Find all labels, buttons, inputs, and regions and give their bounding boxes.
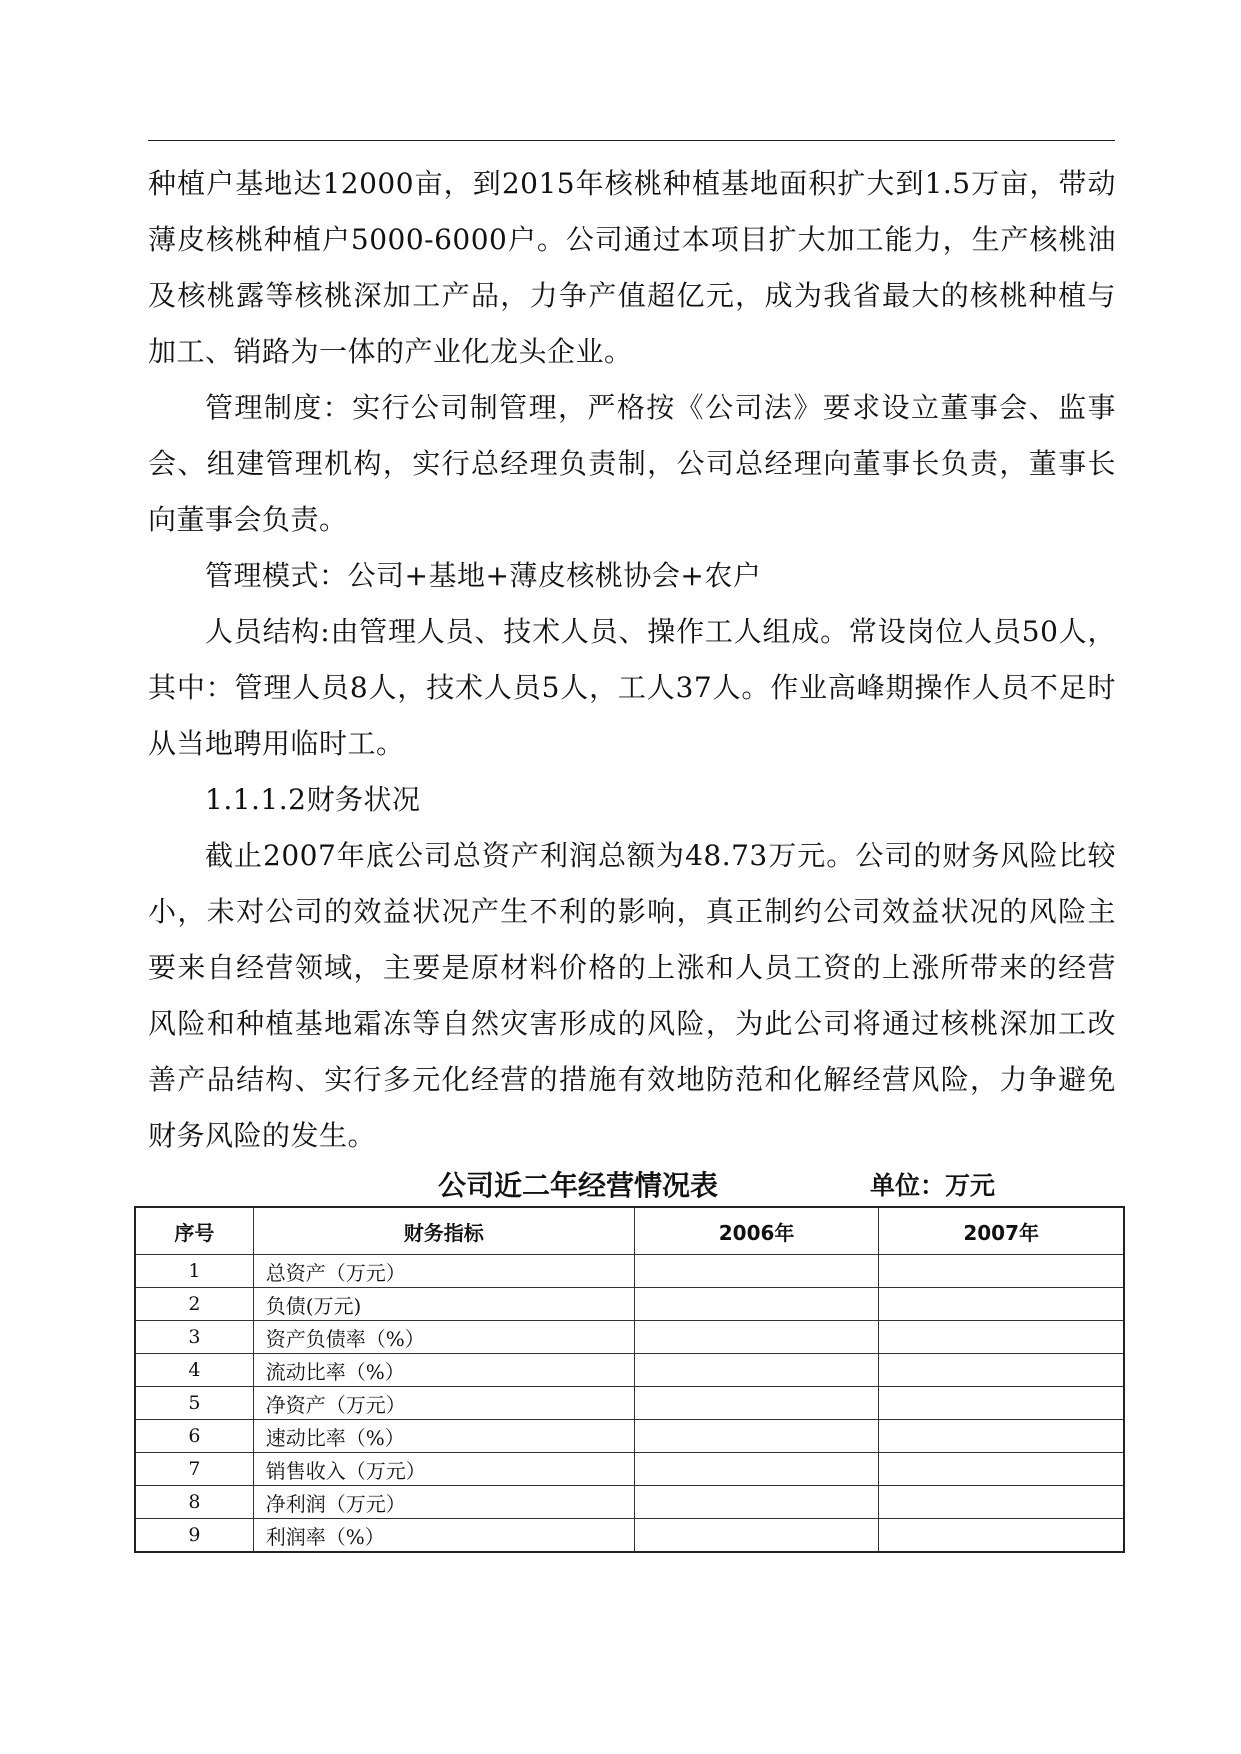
row-index: 8: [135, 1486, 253, 1519]
header-year-2006: 2006年: [634, 1207, 879, 1255]
table-row: [135, 1288, 1124, 1321]
row-indicator: 总资产（万元）: [253, 1255, 634, 1288]
table-row: [135, 1453, 1124, 1486]
row-value-2007: [879, 1420, 1124, 1453]
table-unit: 单位：万元: [870, 1171, 996, 1200]
row-indicator: 资产负债率（%）: [253, 1321, 634, 1354]
row-indicator: 净利润（万元）: [253, 1486, 634, 1519]
paragraph-staff-structure: 人员结构:由管理人员、技术人员、操作工人组成。常设岗位人员50人，其中：管理人员8人，技术人员5人，工人37人。作业高峰期操作人员不足时从当地聘用临时工。: [148, 615, 1116, 760]
paragraph-planting-base: 种植户基地达12000亩，到2015年核桃种植基地面积扩大到1.5万亩，带动薄皮核桃种植户5000-6000户。公司通过本项目扩大加工能力，生产核桃油及核桃露等核桃深加工产品，力争产值超亿元，成为我省最大的核桃种植与加工、销路为一体的产业化龙头企业。: [148, 167, 1116, 368]
row-indicator: 净资产（万元）: [253, 1387, 634, 1420]
header-year-2007: 2007年: [879, 1207, 1124, 1255]
row-indicator: 利润率（%）: [253, 1519, 634, 1553]
table-row: [135, 1255, 1124, 1288]
row-value-2007: [879, 1255, 1124, 1288]
row-index: 1: [135, 1255, 253, 1288]
table-row: [135, 1519, 1124, 1553]
row-index: 2: [135, 1288, 253, 1321]
table-caption: 公司近二年经营情况表: [438, 1169, 719, 1202]
row-value-2007: [879, 1354, 1124, 1387]
row-index: 5: [135, 1387, 253, 1420]
row-value-2007: [879, 1519, 1124, 1553]
financial-table: [134, 1206, 1125, 1553]
paragraph-financial-status: 截止2007年底公司总资产利润总额为48.73万元。公司的财务风险比较小，未对公司的效益状况产生不利的影响，真正制约公司效益状况的风险主要来自经营领域，主要是原材料价格的上涨和人员工资的上涨所带来的经营风险和种植基地霜冻等自然灾害形成的风险，为此公司将通过核桃深加工改善产品结构、实行多元化经营的措施有效地防范和化解经营风险，力争避免财务风险的发生。: [148, 839, 1116, 1152]
header-rule: [148, 140, 1115, 141]
row-value-2007: [879, 1321, 1124, 1354]
table-row: [135, 1420, 1124, 1453]
paragraph-management-mode: 管理模式：公司+基地+薄皮核桃协会+农户: [205, 559, 762, 592]
row-value-2006: [634, 1486, 879, 1519]
row-value-2007: [879, 1453, 1124, 1486]
row-value-2006: [634, 1519, 879, 1553]
row-value-2006: [634, 1453, 879, 1486]
row-value-2006: [634, 1420, 879, 1453]
table-header-row: [135, 1207, 1124, 1255]
table-row: [135, 1321, 1124, 1354]
row-value-2007: [879, 1486, 1124, 1519]
row-value-2006: [634, 1354, 879, 1387]
row-index: 7: [135, 1453, 253, 1486]
table-row: [135, 1354, 1124, 1387]
table-row: [135, 1486, 1124, 1519]
row-value-2006: [634, 1255, 879, 1288]
header-index: 序号: [135, 1207, 253, 1255]
row-indicator: 销售收入（万元）: [253, 1453, 634, 1486]
row-value-2006: [634, 1288, 879, 1321]
row-value-2006: [634, 1387, 879, 1420]
paragraph-management-system: 管理制度：实行公司制管理，严格按《公司法》要求设立董事会、监事会、组建管理机构，实行总经理负责制，公司总经理向董事长负责，董事长向董事会负责。: [148, 391, 1116, 536]
table-row: [135, 1387, 1124, 1420]
row-index: 3: [135, 1321, 253, 1354]
row-indicator: 流动比率（%）: [253, 1354, 634, 1387]
row-index: 9: [135, 1519, 253, 1553]
row-value-2007: [879, 1387, 1124, 1420]
header-indicator: 财务指标: [253, 1207, 634, 1255]
row-value-2006: [634, 1321, 879, 1354]
row-value-2007: [879, 1288, 1124, 1321]
row-indicator: 负债(万元): [253, 1288, 634, 1321]
row-index: 6: [135, 1420, 253, 1453]
row-indicator: 速动比率（%）: [253, 1420, 634, 1453]
section-heading-financial-status: 1.1.1.2财务状况: [205, 783, 421, 816]
row-index: 4: [135, 1354, 253, 1387]
